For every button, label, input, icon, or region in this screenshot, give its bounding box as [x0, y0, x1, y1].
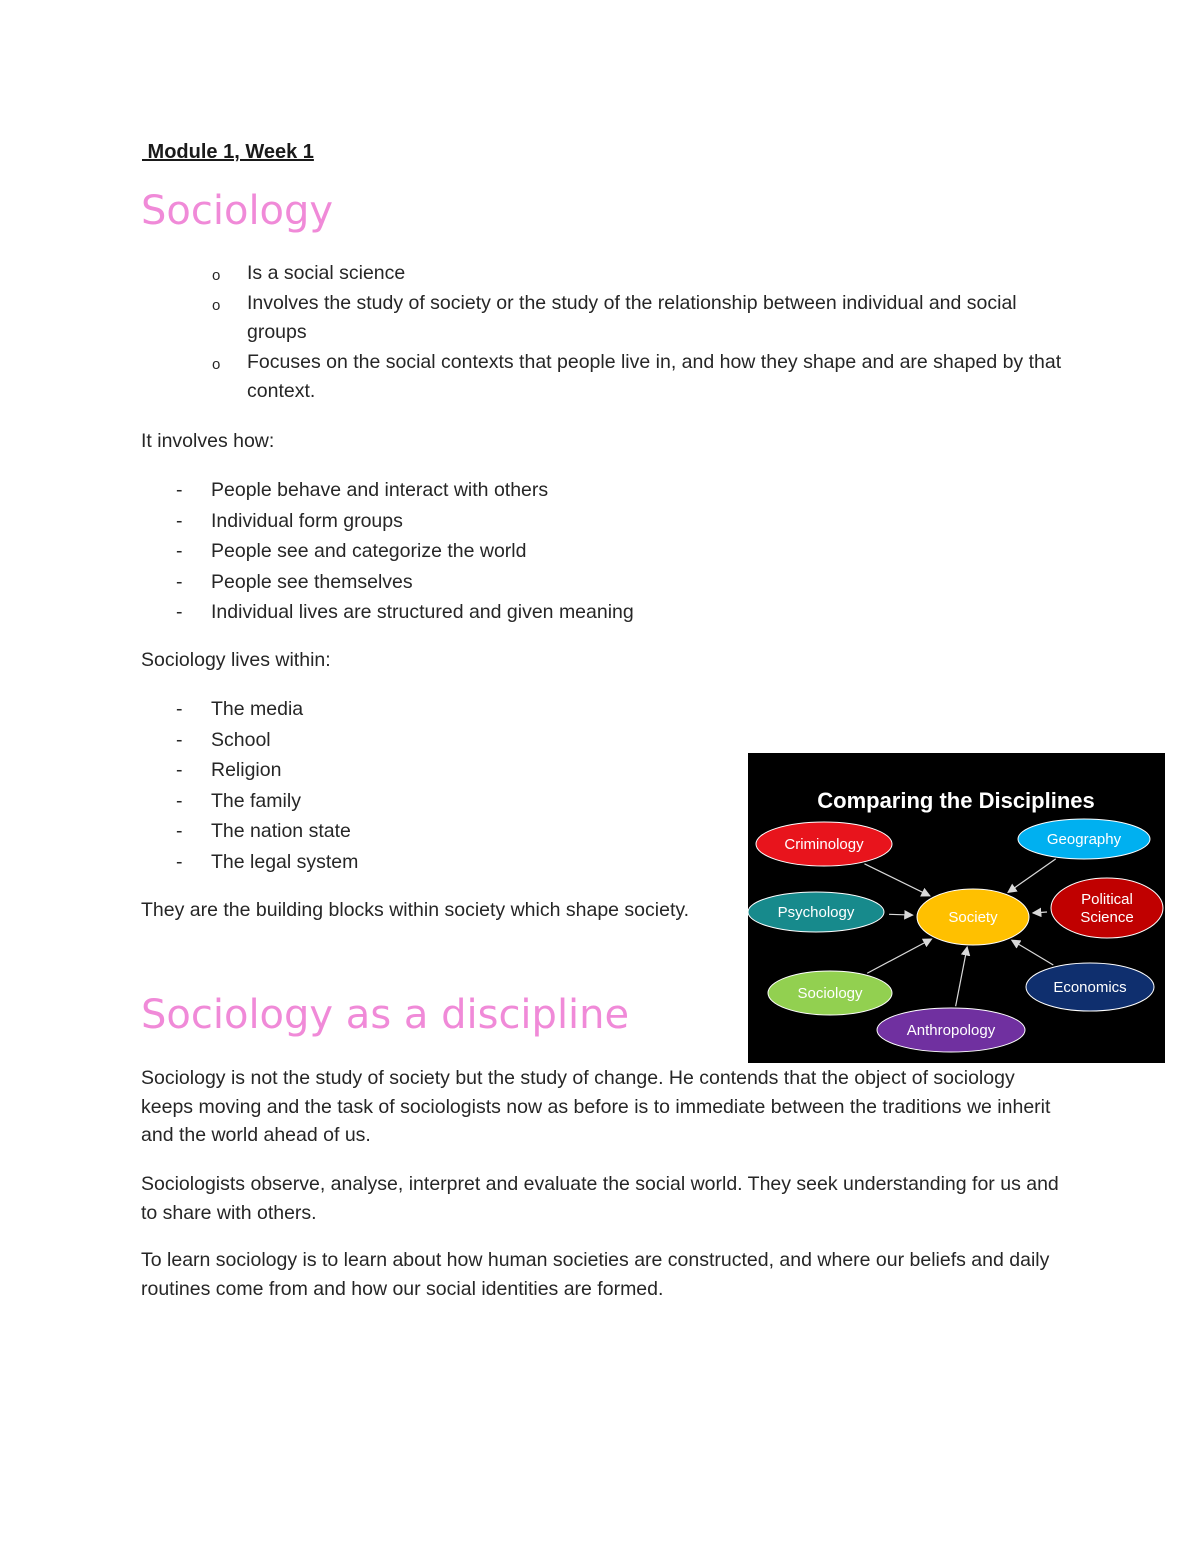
dash-marker: - [176, 728, 183, 751]
node-label: Psychology [777, 904, 855, 921]
list-item [176, 787, 736, 818]
dash-marker: - [176, 509, 183, 532]
list-item-text: Is a social science [247, 262, 406, 284]
list-item-text: The family [211, 789, 301, 812]
dash-marker: - [176, 789, 183, 812]
list-item [176, 507, 736, 538]
list-item-text: The legal system [211, 850, 359, 873]
disciplines-diagram [748, 753, 1165, 1063]
dash-marker: - [176, 601, 183, 623]
dash-marker: - [176, 820, 183, 842]
dash-marker: - [176, 759, 183, 781]
connector-line [889, 914, 913, 915]
connector-line [1008, 859, 1056, 893]
diagram-node-political-science [1051, 878, 1163, 938]
list-item [176, 568, 736, 599]
list-item-text: People see and categorize the world [211, 540, 527, 562]
diagram-node-criminology [756, 822, 892, 866]
bullet-marker: o [212, 356, 221, 373]
connector-line [1033, 912, 1047, 913]
involves-intro: It involves how: [141, 430, 275, 452]
lives-intro: Sociology lives within: [141, 649, 331, 671]
dash-marker: - [176, 698, 183, 720]
list-item-text: People behave and interact with others [211, 479, 549, 501]
involves-list [176, 476, 736, 629]
node-label: Economics [1053, 979, 1127, 996]
list-item-text: People see themselves [211, 570, 413, 593]
module-title: Module 1, Week 1 [142, 141, 314, 163]
list-item [176, 817, 736, 848]
list-item-text: Involves the study of society or the study of the relationship between individual and social groups [247, 292, 1017, 343]
connector-line [1012, 940, 1054, 965]
closing-sentence: They are the building blocks within society which shape society. [141, 899, 690, 921]
node-label: Geography [1046, 831, 1122, 848]
dash-marker: - [176, 479, 183, 501]
diagram-node-geography [1018, 819, 1150, 859]
node-label: Political Science [1080, 891, 1134, 926]
list-item [176, 726, 736, 757]
diagram-node-sociology [768, 971, 892, 1015]
diagram-node-anthropology [877, 1008, 1025, 1052]
node-shape [1051, 878, 1163, 938]
definition-list [212, 259, 1072, 407]
list-item-text: The media [211, 698, 304, 720]
diagram-title: Comparing the Disciplines [817, 788, 1095, 813]
list-item [176, 695, 736, 726]
node-label: Society [948, 909, 998, 926]
connector-line [867, 939, 931, 973]
paragraph: Sociology is not the study of society but the study of change. He contends that the object of sociology keeps moving and the task of sociologists now as before is to immediate between the traditions we inherit and the world ahead of us. [141, 1067, 1051, 1146]
list-item [176, 848, 736, 879]
lives-within-list [176, 695, 736, 878]
list-item-text: School [211, 728, 271, 751]
list-item [176, 756, 736, 787]
dash-marker: - [176, 850, 183, 873]
diagram-node-society [917, 889, 1029, 945]
connector-line [864, 864, 929, 896]
connector-line [956, 947, 968, 1006]
list-item-text: Individual form groups [211, 509, 403, 532]
list-item [176, 598, 736, 629]
diagram-node-psychology [748, 892, 884, 932]
paragraph: Sociologists observe, analyse, interpret and evaluate the social world. They seek understanding for us and to share with others. [141, 1173, 1059, 1224]
bullet-marker: o [212, 267, 221, 284]
node-label: Sociology [797, 985, 863, 1002]
diagram-node-economics [1026, 963, 1154, 1011]
disciplines-diagram-svg [748, 753, 1165, 1063]
dash-marker: - [176, 540, 183, 562]
list-item [212, 289, 1072, 347]
dash-marker: - [176, 570, 183, 593]
section-heading-discipline: Sociology as a discipline [141, 992, 630, 1038]
node-label: Criminology [784, 836, 864, 853]
list-item-text: Individual lives are structured and given meaning [211, 601, 634, 623]
list-item [176, 537, 736, 568]
list-item [176, 476, 736, 507]
list-item-text: The nation state [211, 820, 351, 842]
list-item [212, 348, 1072, 406]
list-item-text: Religion [211, 759, 282, 781]
bullet-marker: o [212, 297, 221, 314]
node-label: Anthropology [906, 1022, 996, 1039]
list-item-text: Focuses on the social contexts that people live in, and how they shape and are shaped by that context. [247, 351, 1062, 402]
paragraph: To learn sociology is to learn about how human societies are constructed, and where our beliefs and daily routines come from and how our social identities are formed. [141, 1249, 1050, 1300]
list-item [212, 259, 1072, 288]
diagram-nodes [748, 819, 1163, 1052]
section-heading-sociology: Sociology [141, 188, 334, 234]
